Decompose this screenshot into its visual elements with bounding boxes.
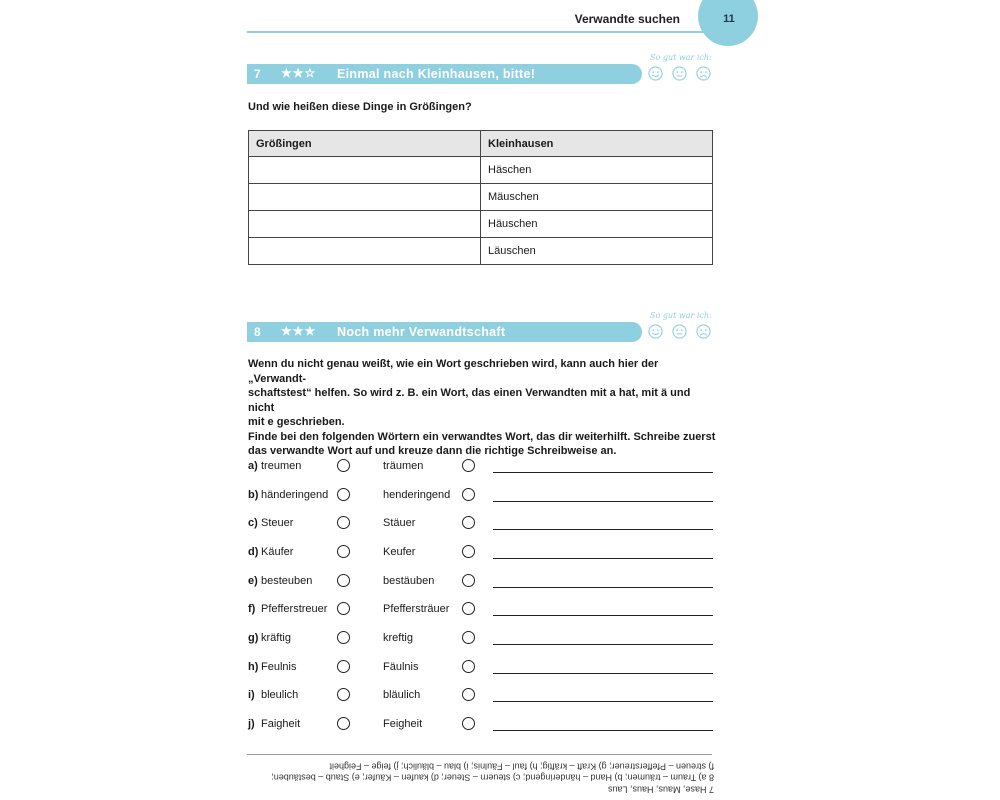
footer-divider	[247, 754, 712, 755]
option-a-radio[interactable]	[337, 717, 350, 730]
item-letter: f)	[248, 603, 256, 615]
list-item	[248, 514, 718, 534]
option-b-label: Pfeffersträuer	[383, 603, 450, 615]
sad-face-icon[interactable]	[696, 66, 711, 81]
item-letter: b)	[248, 489, 259, 501]
option-a-label: Pfefferstreuer	[261, 603, 328, 615]
answer-line[interactable]	[493, 673, 713, 674]
page-number: 11	[723, 13, 735, 25]
word-cell: Läuschen	[481, 238, 713, 265]
option-a-label: besteuben	[261, 575, 313, 587]
exercise-title: Einmal nach Kleinhausen, bitte!	[337, 67, 536, 81]
option-a-label: Käufer	[261, 546, 294, 558]
exercise-7-banner	[247, 64, 642, 84]
option-a-label: händeringend	[261, 489, 329, 501]
list-item	[248, 457, 718, 477]
option-a-radio[interactable]	[337, 660, 350, 673]
instruction-line: Finde bei den folgenden Wörtern ein verwandtes Wort, das dir weiterhilft. Schreibe zuerst	[248, 430, 716, 443]
option-b-radio[interactable]	[462, 631, 475, 644]
chapter-title: Verwandte suchen	[574, 12, 680, 26]
instruction-line: mit e geschrieben.	[248, 416, 345, 428]
answer-cell[interactable]	[249, 157, 481, 184]
answer-line[interactable]	[493, 701, 713, 702]
exercise-number: 8	[254, 325, 261, 339]
happy-face-icon[interactable]	[648, 66, 663, 81]
option-b-radio[interactable]	[462, 545, 475, 558]
answer-line[interactable]	[493, 472, 713, 473]
option-b-radio[interactable]	[462, 602, 475, 615]
option-b-label: henderingend	[383, 489, 451, 501]
exercise-title: Noch mehr Verwandtschaft	[337, 325, 506, 339]
item-letter: g)	[248, 632, 259, 644]
word-table	[248, 130, 713, 265]
column-header: Kleinhausen	[481, 131, 713, 157]
option-b-radio[interactable]	[462, 660, 475, 673]
neutral-face-icon[interactable]	[672, 324, 687, 339]
happy-face-icon[interactable]	[648, 324, 663, 339]
option-b-radio[interactable]	[462, 688, 475, 701]
option-b-radio[interactable]	[462, 516, 475, 529]
table-row	[249, 184, 713, 211]
option-b-radio[interactable]	[462, 717, 475, 730]
item-letter: d)	[248, 546, 259, 558]
option-b-label: bestäuben	[383, 575, 435, 587]
option-a-label: treumen	[261, 460, 302, 472]
list-item	[248, 715, 718, 735]
option-b-label: bläulich	[383, 689, 421, 701]
answer-cell[interactable]	[249, 238, 481, 265]
difficulty-stars: ★★★	[281, 324, 317, 338]
option-a-radio[interactable]	[337, 516, 350, 529]
option-b-radio[interactable]	[462, 574, 475, 587]
list-item	[248, 658, 718, 678]
table-row	[249, 157, 713, 184]
option-a-radio[interactable]	[337, 602, 350, 615]
exercise-7-question: Und wie heißen diese Dinge in Größingen?	[248, 101, 472, 113]
answer-line[interactable]	[493, 615, 713, 616]
list-item	[248, 600, 718, 620]
list-item	[248, 486, 718, 506]
table-header-row	[249, 131, 713, 157]
difficulty-stars: ★★☆	[281, 66, 317, 80]
list-item	[248, 543, 718, 563]
word-cell: Häuschen	[481, 211, 713, 238]
list-item	[248, 686, 718, 706]
answer-line-8b: f) streuen – Pfefferstreuer; g) Kraft – kräftig; h) faul – Fäulnis; i) blau – bläulich; j) feige – Feigheit	[329, 761, 714, 772]
item-letter: c)	[248, 517, 258, 529]
item-letter: j)	[248, 718, 255, 730]
answer-line[interactable]	[493, 501, 713, 502]
option-b-label: Feigheit	[383, 718, 423, 730]
item-letter: e)	[248, 575, 258, 587]
answer-line[interactable]	[493, 730, 713, 731]
header-divider	[247, 31, 722, 33]
option-b-label: Stäuer	[383, 517, 416, 529]
word-cell: Häschen	[481, 157, 713, 184]
answer-cell[interactable]	[249, 211, 481, 238]
option-b-label: kreftig	[383, 632, 413, 644]
option-a-radio[interactable]	[337, 631, 350, 644]
neutral-face-icon[interactable]	[672, 66, 687, 81]
option-b-radio[interactable]	[462, 459, 475, 472]
option-b-radio[interactable]	[462, 488, 475, 501]
option-b-label: Fäulnis	[383, 661, 419, 673]
self-rating-label: So gut war ich:	[650, 311, 712, 320]
instruction-line: Wenn du nicht genau weißt, wie ein Wort geschrieben wird, kann auch hier der „Verwandt-	[248, 358, 659, 385]
option-a-label: bleulich	[261, 689, 299, 701]
instruction-line: schaftstest“ helfen. So wird z. B. ein Wort, das einen Verwandten mit a hat, mit ä und nicht	[248, 387, 691, 414]
list-item	[248, 629, 718, 649]
exercise-number: 7	[254, 67, 261, 81]
word-cell: Mäuschen	[481, 184, 713, 211]
answer-line-7: 7 Hase, Maus, Haus, Laus	[607, 784, 714, 795]
option-a-radio[interactable]	[337, 488, 350, 501]
option-a-label: Feulnis	[261, 661, 297, 673]
exercise-8-banner	[247, 322, 642, 342]
answer-line[interactable]	[493, 529, 713, 530]
option-a-radio[interactable]	[337, 459, 350, 472]
list-item	[248, 572, 718, 592]
option-a-radio[interactable]	[337, 688, 350, 701]
answer-key	[248, 760, 714, 795]
table-row	[249, 238, 713, 265]
answer-line[interactable]	[493, 558, 713, 559]
item-letter: h)	[248, 661, 259, 673]
answer-cell[interactable]	[249, 184, 481, 211]
option-a-label: Faigheit	[261, 718, 301, 730]
option-a-label: Steuer	[261, 517, 294, 529]
option-a-label: kräftig	[261, 632, 291, 644]
option-b-label: Keufer	[383, 546, 416, 558]
answer-line[interactable]	[493, 587, 713, 588]
self-rating-label: So gut war ich:	[650, 53, 712, 62]
option-a-radio[interactable]	[337, 574, 350, 587]
table-row	[249, 211, 713, 238]
answer-line-8a: 8 a) Traum – träumen; b) Hand – händeringend; c) steuern – Steuer; d) kaufen – Käufer; e) Staub – bestäuben;	[271, 773, 714, 783]
column-header: Größingen	[249, 131, 481, 157]
item-letter: a)	[248, 460, 258, 472]
option-b-label: träumen	[383, 460, 424, 472]
answer-line[interactable]	[493, 644, 713, 645]
instruction-line: das verwandte Wort auf und kreuze dann die richtige Schreibweise an.	[248, 445, 617, 457]
item-letter: i)	[248, 689, 255, 701]
option-a-radio[interactable]	[337, 545, 350, 558]
exercise-8-instructions	[248, 357, 718, 459]
sad-face-icon[interactable]	[696, 324, 711, 339]
